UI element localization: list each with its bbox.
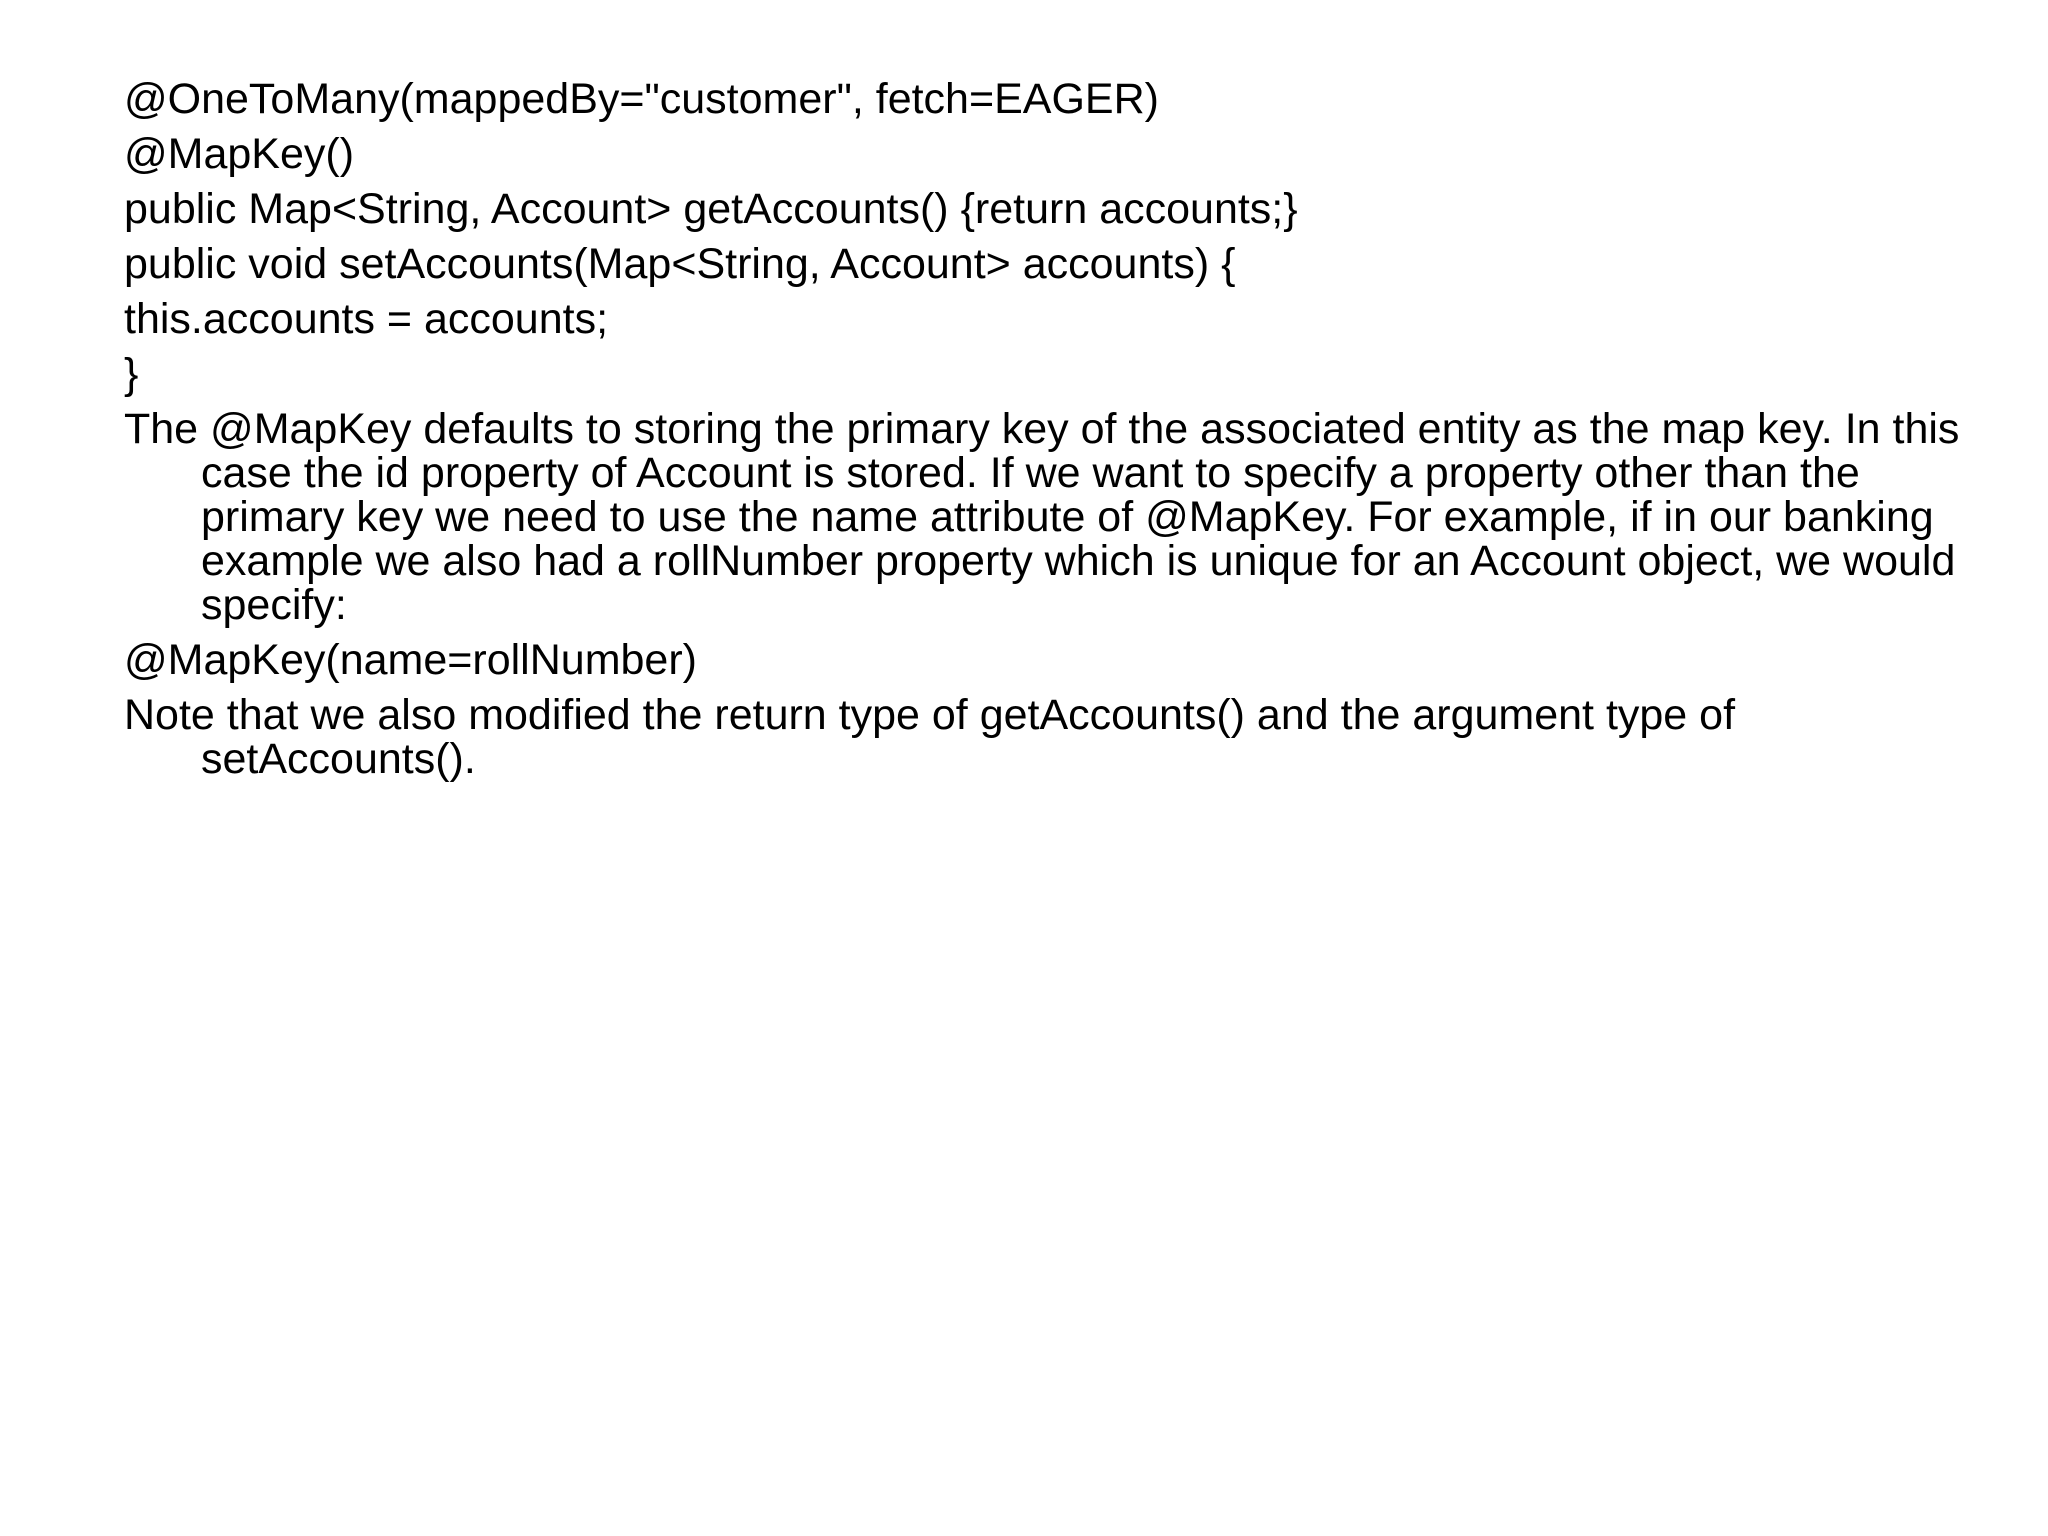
return-type-note-paragraph: Note that we also modified the return type of getAccounts() and the argument type of setAccounts(). [124,691,1736,783]
code-line-getter: public Map<String, Account> getAccounts() {return accounts;} [124,185,1298,233]
mapkey-explanation-paragraph: The @MapKey defaults to storing the primary key of the associated entity as the map key. In this case the id property of Account is stored. If we want to specify a property other than the primary key we need to use the name attribute of @MapKey. For example, if in our banking example we also had a rollNumber property which is unique for an Account object, we would specify: [124,405,1960,629]
slide-content [124,72,1964,787]
code-line-annotation-mapkey: @MapKey() [124,130,355,178]
code-line-closing-brace: } [124,350,139,398]
code-line-assignment: this.accounts = accounts; [124,295,609,343]
code-line-setter: public void setAccounts(Map<String, Account> accounts) { [124,240,1236,288]
mapkey-name-example: @MapKey(name=rollNumber) [124,636,697,684]
code-line-annotation-onetomany: @OneToMany(mappedBy="customer", fetch=EAGER) [124,75,1159,123]
